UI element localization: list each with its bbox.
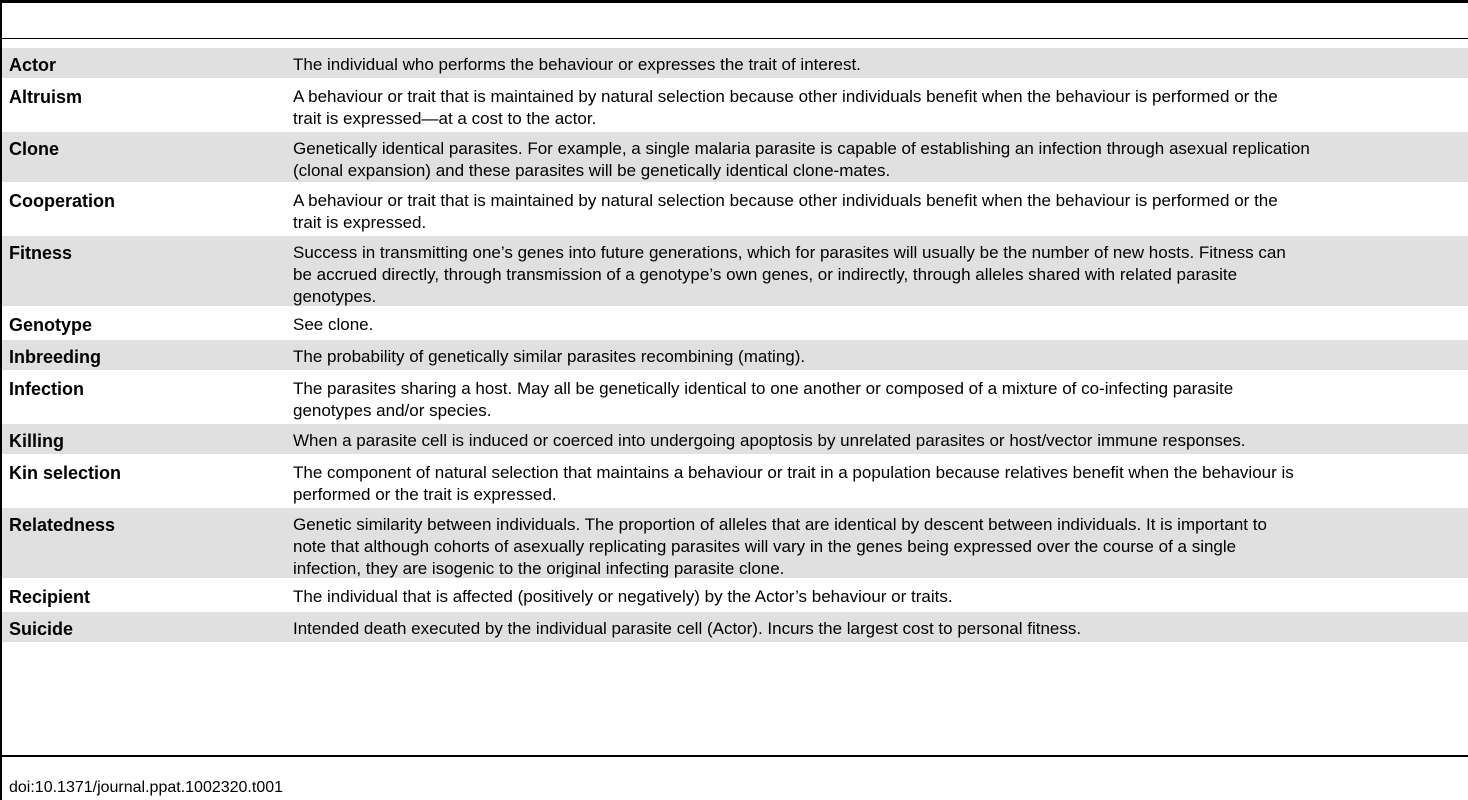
definition-line: performed or the trait is expressed. <box>293 485 557 504</box>
definition-line: genotypes. <box>293 287 377 306</box>
glossary-definition <box>293 80 1468 130</box>
definition-line: The parasites sharing a host. May all be genetically identical to one another or composed of a mixture of co-infecting parasite <box>293 379 1234 398</box>
glossary-term: Infection <box>9 379 84 399</box>
definition-line: The component of natural selection that maintains a behaviour or trait in a population because relatives benefit when the behaviour is <box>293 463 1294 482</box>
definition-line: The individual that is affected (positively or negatively) by the Actor’s behaviour or traits. <box>293 587 953 606</box>
definition-line: The individual who performs the behaviour or expresses the trait of interest. <box>293 55 861 74</box>
glossary-definition <box>293 372 1468 422</box>
definition-line: be accrued directly, through transmission of a genotype’s own genes, or indirectly, through alleles shared with related parasite <box>293 265 1238 284</box>
definition-line: See clone. <box>293 315 374 334</box>
definition-line: genotypes and/or species. <box>293 401 492 420</box>
glossary-definition <box>293 340 1468 370</box>
glossary-term: Inbreeding <box>9 347 102 367</box>
table-row <box>2 184 1468 236</box>
definition-line: Genetically identical parasites. For example, a single malaria parasite is capable of establishing an infection through asexual replication <box>293 139 1310 158</box>
glossary-term: Genotype <box>9 315 93 335</box>
glossary-definition <box>293 48 1468 78</box>
glossary-term: Altruism <box>9 87 83 107</box>
definition-line: trait is expressed—at a cost to the actor. <box>293 109 597 128</box>
definition-line: The probability of genetically similar parasites recombining (mating). <box>293 347 806 366</box>
definition-line: (clonal expansion) and these parasites will be genetically identical clone-mates. <box>293 161 891 180</box>
table-row <box>2 48 1468 80</box>
definition-line: Success in transmitting one’s genes into future generations, which for parasites will usually be the number of new hosts. Fitness can <box>293 243 1286 262</box>
definition-line: A behaviour or trait that is maintained by natural selection because other individuals benefit when the behaviour is performed or the <box>293 191 1278 210</box>
glossary-definition <box>293 236 1468 306</box>
glossary-term: Relatedness <box>9 515 116 535</box>
definition-line: A behaviour or trait that is maintained by natural selection because other individuals benefit when the behaviour is performed or the <box>293 87 1278 106</box>
glossary-definition <box>293 132 1468 182</box>
definition-line: Intended death executed by the individual parasite cell (Actor). Incurs the largest cost to personal fitness. <box>293 619 1082 638</box>
definition-line: When a parasite cell is induced or coerced into undergoing apoptosis by unrelated parasites or host/vector immune responses. <box>293 431 1246 450</box>
definition-line: note that although cohorts of asexually replicating parasites will vary in the genes being expressed over the course of a single <box>293 537 1237 556</box>
table-bottom-rule <box>2 755 1468 757</box>
table-row <box>2 308 1468 340</box>
glossary-definition <box>293 456 1468 506</box>
definition-line: trait is expressed. <box>293 213 427 232</box>
glossary-table <box>2 48 1468 644</box>
glossary-term: Kin selection <box>9 463 122 483</box>
glossary-definition <box>293 612 1468 642</box>
glossary-term: Cooperation <box>9 191 115 211</box>
glossary-term: Killing <box>9 431 64 451</box>
glossary-definition <box>293 508 1468 578</box>
glossary-definition <box>293 424 1468 454</box>
table-row <box>2 508 1468 580</box>
table-header-rule <box>2 38 1468 39</box>
table-top-rule <box>0 0 1468 3</box>
definition-line: infection, they are isogenic to the original infecting parasite clone. <box>293 559 785 578</box>
glossary-term: Recipient <box>9 587 91 607</box>
glossary-definition <box>293 308 1468 338</box>
table-row <box>2 424 1468 456</box>
table-row <box>2 80 1468 132</box>
glossary-definition <box>293 580 1468 610</box>
table-row <box>2 236 1468 308</box>
table-row <box>2 340 1468 372</box>
glossary-term: Suicide <box>9 619 74 639</box>
glossary-term: Fitness <box>9 243 73 263</box>
table-row <box>2 372 1468 424</box>
table-row <box>2 580 1468 612</box>
table-row <box>2 456 1468 508</box>
glossary-term: Actor <box>9 55 57 75</box>
table-row <box>2 612 1468 644</box>
glossary-term: Clone <box>9 139 60 159</box>
doi-citation[interactable]: doi:10.1371/journal.ppat.1002320.t001 <box>9 779 284 796</box>
table-row <box>2 132 1468 184</box>
definition-line: Genetic similarity between individuals. The proportion of alleles that are identical by descent between individuals. It is important to <box>293 515 1267 534</box>
glossary-definition <box>293 184 1468 234</box>
